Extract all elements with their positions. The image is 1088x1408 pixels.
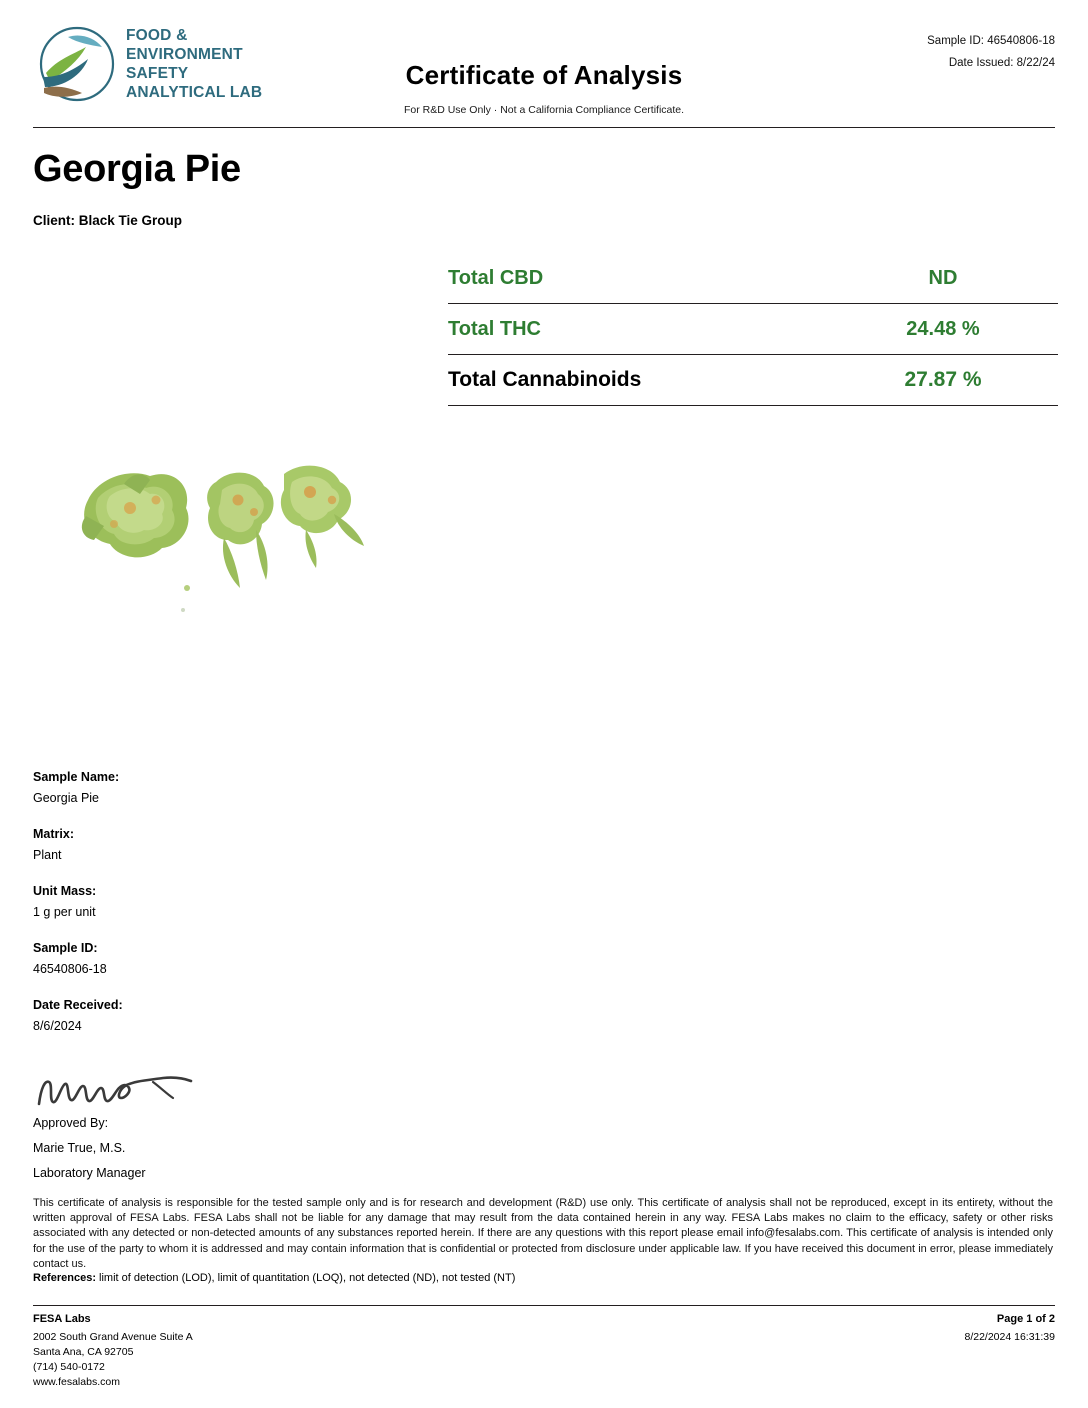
product-name: Georgia Pie [33,148,241,190]
detail-value-unit-mass: 1 g per unit [33,905,96,919]
header-divider [33,127,1055,128]
logo-line-3: SAFETY [126,65,189,82]
detail-value-sample-name: Georgia Pie [33,791,100,805]
summary-row-total-cannabinoids [448,355,1058,406]
references-label: References: [33,1272,96,1284]
document-header [33,0,1055,118]
detail-label-matrix: Matrix: [33,827,74,841]
summary-value-total-cannabinoids: 27.87 % [904,368,982,391]
logo-line-2: ENVIRONMENT [126,46,243,63]
summary-row-total-thc [448,304,1058,355]
header-date-issued: Date Issued: 8/22/24 [948,57,1055,69]
signature-block [33,1068,463,1180]
footer-phone: (714) 540-0172 [33,1361,105,1373]
footer-lab-name: FESA Labs [33,1313,91,1325]
footer-lab-info [33,1312,193,1390]
client-name: Client: Black Tie Group [33,213,183,228]
approver-name: Marie True, M.S. [33,1141,126,1155]
summary-label-total-cbd: Total CBD [448,266,544,289]
footer-page-number: Page 1 of 2 [996,1313,1055,1325]
page-title: Certificate of Analysis [405,60,683,90]
detail-label-date-received: Date Received: [33,998,123,1012]
summary-label-total-thc: Total THC [448,317,541,340]
header-sample-id: Sample ID: 46540806-18 [927,35,1055,47]
signature-image [33,1068,203,1112]
page-subtitle: For R&D Use Only · Not a California Compliance Certificate. [403,104,685,116]
references-line [33,1272,1053,1284]
logo-line-1: FOOD & [126,27,188,44]
footer-address-line1: 2002 South Grand Avenue Suite A [33,1331,193,1343]
sample-details [33,770,453,1033]
cannabinoid-summary-table [448,253,1058,406]
header-sample-meta [927,30,1055,74]
approver-role: Laboratory Manager [33,1166,146,1180]
detail-value-sample-id: 46540806-18 [33,962,107,976]
detail-label-unit-mass: Unit Mass: [33,884,97,898]
detail-label-sample-name: Sample Name: [33,770,120,784]
detail-value-date-received: 8/6/2024 [33,1019,82,1033]
summary-value-total-thc: 24.48 % [906,317,980,340]
summary-value-total-cbd: ND [928,266,958,289]
footer-divider [33,1305,1055,1306]
logo-line-4: ANALYTICAL LAB [126,84,263,101]
product-photo [70,438,370,638]
document-footer [33,1312,1055,1390]
footer-website[interactable]: www.fesalabs.com [33,1376,120,1388]
footer-address-line2: Santa Ana, CA 92705 [33,1346,134,1358]
detail-value-matrix: Plant [33,848,62,862]
detail-label-sample-id: Sample ID: [33,941,98,955]
references-text: limit of detection (LOD), limit of quantitation (LOQ), not detected (ND), not tested (NT) [95,1272,516,1284]
approved-by-label: Approved By: [33,1116,109,1130]
footer-page-info [964,1312,1055,1390]
footer-timestamp: 8/22/2024 16:31:39 [964,1331,1055,1343]
disclaimer-text: This certificate of analysis is responsible for the tested sample only and is for research and development (R&D) use only. This certificate of analysis shall not be reproduced, except in its entirety, without the written approval of FESA Labs. FESA Labs shall not be liable for any damage that may result from the data contained herein in any way. FESA Labs makes no claim to the efficacy, safety or other risks associated with any detected or non-detected amounts of any substances reported herein. If there are any questions with this report please email info@fesalabs.com. This certificate of analysis is intended only for the use of the party to whom it is addressed and may contain information that is confidential or protected from disclosure under applicable law. If you have received this document in error, please immediately contact us. [33,1197,1053,1270]
summary-row-total-cbd [448,253,1058,304]
summary-label-total-cannabinoids: Total Cannabinoids [448,368,642,391]
